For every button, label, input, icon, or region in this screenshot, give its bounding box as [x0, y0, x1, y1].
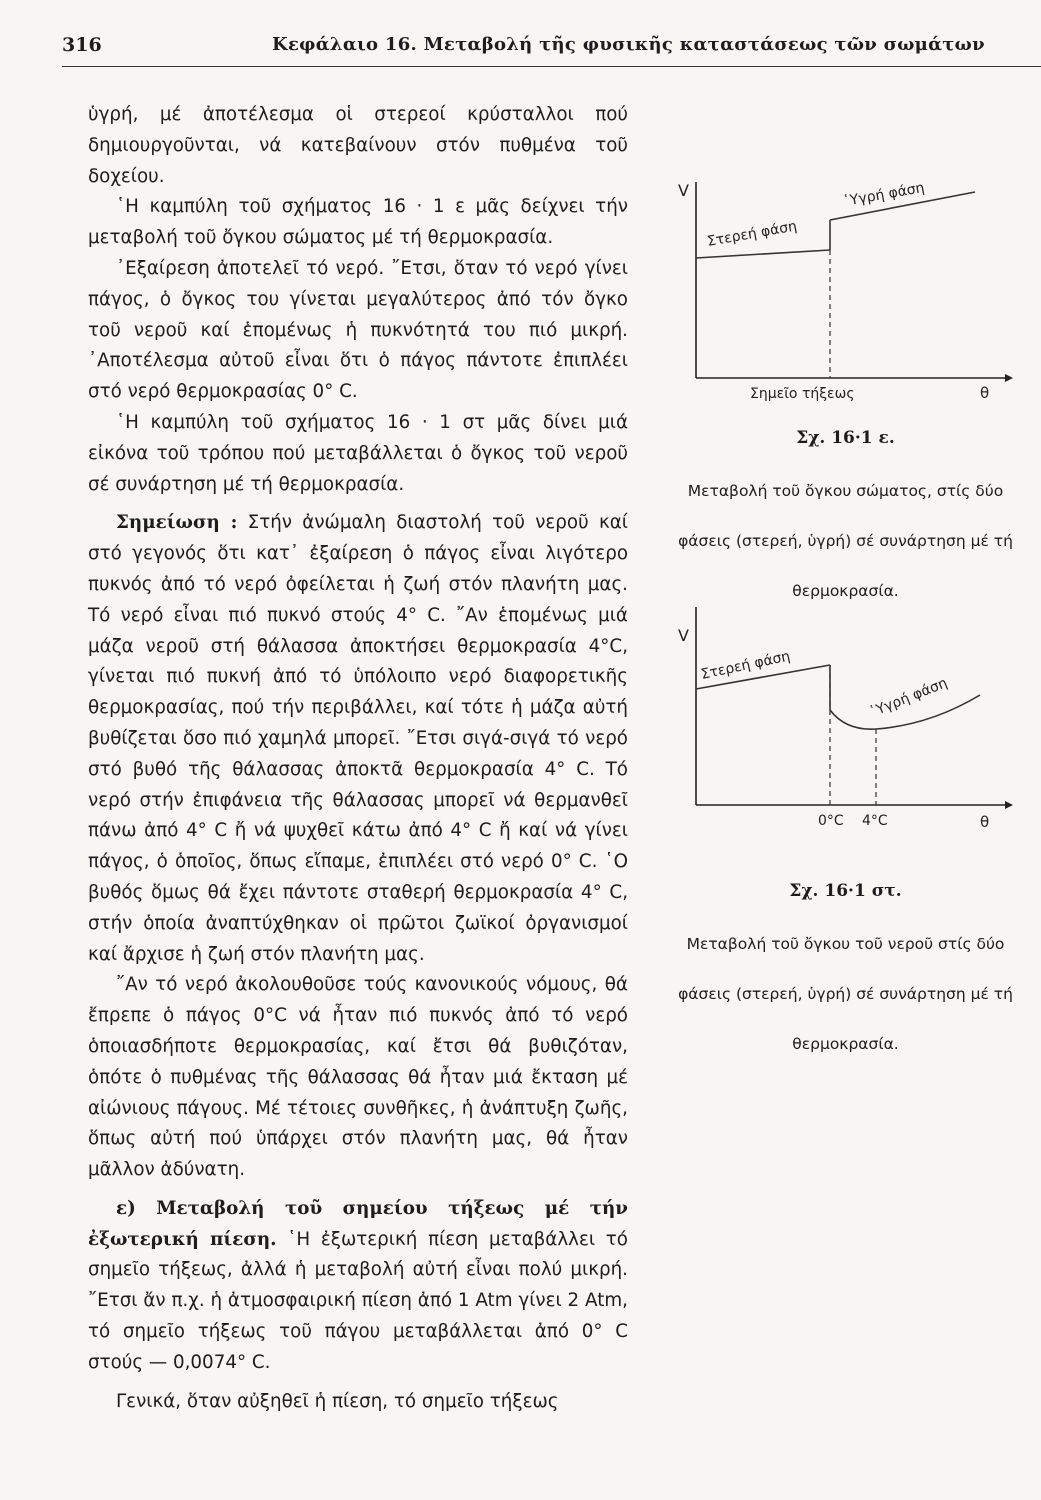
- fig1-x-arrow: [1005, 374, 1013, 382]
- fig1-caption-line: Μεταβολή τοῦ ὄγκου σώματος, στίς δύο: [687, 482, 1004, 500]
- fig2-liquid-label: ῾Υγρή φάση: [867, 675, 950, 721]
- fig2-solid-label: Στερεή φάση: [699, 648, 792, 683]
- figure-16-1e-plot: [650, 170, 1041, 410]
- paragraph-curve-16-1e: ῾Η καμπύλη τοῦ σχήματος 16 · 1 ε μᾶς δείχνει τήν μεταβολή τοῦ ὄγκου σώματος μέ τή θερμοκρασία.: [88, 196, 628, 249]
- paragraph-section-e: [88, 1194, 628, 1379]
- fig2-y-label: V: [678, 626, 689, 645]
- note-text: Στήν ἀνώμαλη διαστολή τοῦ νεροῦ καί στό γεγονός ὅτι κατ᾿ ἐξαίρεση ὁ πάγος εἶναι λιγότερο πυκνός ἀπό τό νερό ὀφείλεται ἡ ζωή στόν πλανήτη μας. Τό νερό εἶναι πιό πυκνό στούς 4° C. ῎Αν ἑπομένως μιά μάζα νεροῦ στή θάλασσα ἀποκτήσει θερμοκρασία 4°C, γίνεται πιό πυκνή ἀπό τό ὑπόλοιπο νερό διαφορετικῆς θερμοκρασίας, πού τήν περιβάλλει, καί τότε ἡ μάζα αὐτή βυθίζεται ὅσο πιό χαμηλά μπορεῖ. ῎Ετσι σιγά-σιγά τό νερό στό βυθό τῆς θάλασσας ἀποκτᾶ θερμοκρασία 4° C. Τό νερό στήν ἐπιφάνεια τῆς θάλασσας μπορεῖ νά θερμανθεῖ πάνω ἀπό 4° C ἤ νά ψυχθεῖ κάτω ἀπό 4° C ἤ καί νά γίνει πάγος, ὁ ὁποῖος, ὅπως εἴπαμε, ἐπιπλέει στό νερό 0° C. ῾Ο βυθός ὅμως θά ἔχει πάντοτε σταθερή θερμοκρασία 4° C, στήν ὁποία ἀναπτύχθηκαν οἱ πρῶτοι ζωϊκοί ὀργανισμοί καί ἄρχισε ἡ ζωή στόν πλανήτη μας.: [88, 512, 628, 965]
- fig1-caption-line: φάσεις (στερεή, ὑγρή) σέ συνάρτηση μέ τή: [678, 532, 1013, 550]
- fig2-tick-four: 4°C: [862, 813, 888, 829]
- section-heading: ε) Μεταβολή τοῦ σημείου τήξεως μέ τήν ἐξωτερική πίεση.: [88, 1197, 628, 1250]
- paragraph-curve-16-1st: ῾Η καμπύλη τοῦ σχήματος 16 · 1 στ μᾶς δίνει μιά εἰκόνα τοῦ τρόπου πού μεταβάλλεται ὁ ὄγκος τοῦ νεροῦ σέ συνάρτηση μέ τή θερμοκρασία.: [88, 411, 628, 495]
- fig1-solid-line: [696, 250, 830, 258]
- fig1-solid-label: Στερεή φάση: [705, 218, 799, 250]
- paragraph-generally: Γενικά, ὅταν αὐξηθεῖ ἡ πίεση, τό σημεῖο τήξεως: [116, 1390, 559, 1412]
- paragraph-continuation: ὑγρή, μέ ἀποτέλεσμα οἱ στερεοί κρύσταλλοι πού δημιουργοῦνται, νά κατεβαίνουν στόν πυθμένα τοῦ δοχείου.: [88, 104, 628, 187]
- figure-16-1st-plot: [650, 605, 1041, 835]
- fig1-melting-point-label: Σημεῖο τήξεως: [750, 386, 855, 402]
- fig1-caption-line: θερμοκρασία.: [792, 582, 899, 600]
- page-header: [62, 30, 1041, 67]
- fig1-liquid-label: ῾Υγρή φάση: [841, 179, 926, 210]
- fig2-caption-line: θερμοκρασία.: [792, 1035, 899, 1053]
- fig1-caption-text: [650, 454, 1041, 629]
- body-text: [88, 100, 628, 1417]
- page-number: 316: [62, 34, 102, 56]
- fig2-x-arrow: [1005, 801, 1013, 809]
- paragraph-water-exception: ᾿Εξαίρεση ἀποτελεῖ τό νερό. ῎Ετσι, ὅταν τό νερό γίνει πάγος, ὁ ὄγκος του γίνεται μεγαλύτερος ἀπό τόν ὄγκο τοῦ νεροῦ καί ἑπομένως ἡ πυκνότητά του πιό μικρή. ᾿Αποτέλεσμα αὐτοῦ εἶναι ὅτι ὁ πάγος πάντοτε ἐπιπλέει στό νερό θερμοκρασίας 0° C.: [88, 257, 628, 403]
- fig1-x-label: θ: [980, 384, 990, 402]
- running-title: Κεφάλαιο 16. Μεταβολή τῆς φυσικῆς καταστάσεως τῶν σωμάτων: [272, 34, 985, 55]
- fig2-caption-text: [650, 907, 1041, 1082]
- paragraph-normal-laws: ῎Αν τό νερό ἀκολουθοῦσε τούς κανονικούς νόμους, θά ἔπρεπε ὁ πάγος 0°C νά ἦταν πιό πυκνός ἀπό τό νερό ὁποιασδήποτε θερμοκρασίας, καί ἔτσι θά βυθιζόταν, ὁπότε ὁ πυθμένας τῆς θάλασσας θά ἦταν μιά ἔκταση μέ αἰώνιους πάγους. Μέ τέτοιες συνθῆκες, ἡ ἀνάπτυξη ζωῆς, ὅπως αὐτή πού ὑπάρχει στόν πλανήτη μας, θά ἦταν μᾶλλον ἀδύνατη.: [88, 974, 628, 1181]
- fig2-x-label: θ: [980, 813, 990, 831]
- fig1-y-label: V: [678, 181, 689, 200]
- fig2-tick-zero: 0°C: [818, 813, 844, 829]
- fig2-caption-title: Σχ. 16·1 στ.: [789, 881, 902, 901]
- fig1-caption-title: Σχ. 16·1 ε.: [796, 428, 895, 448]
- section-text: ῾Η ἐξωτερική πίεση μεταβάλλει τό σημεῖο τήξεως, ἀλλά ἡ μεταβολή αὐτή εἶναι πολύ μικρή. ῎Ετσι ἄν π.χ. ἡ ἀτμοσφαιρική πίεση ἀπό 1 Atm γίνει 2 Atm, τό σημεῖο τήξεως τοῦ πάγου μεταβάλλεται ἀπό 0° C στούς — 0,0074° C.: [88, 1228, 628, 1373]
- note-label: Σημείωση :: [116, 512, 238, 534]
- fig2-caption-line: Μεταβολή τοῦ ὄγκου τοῦ νεροῦ στίς δύο: [686, 935, 1005, 953]
- fig2-caption-line: φάσεις (στερεή, ὑγρή) σέ συνάρτηση μέ τή: [678, 985, 1013, 1003]
- paragraph-note: [88, 508, 628, 970]
